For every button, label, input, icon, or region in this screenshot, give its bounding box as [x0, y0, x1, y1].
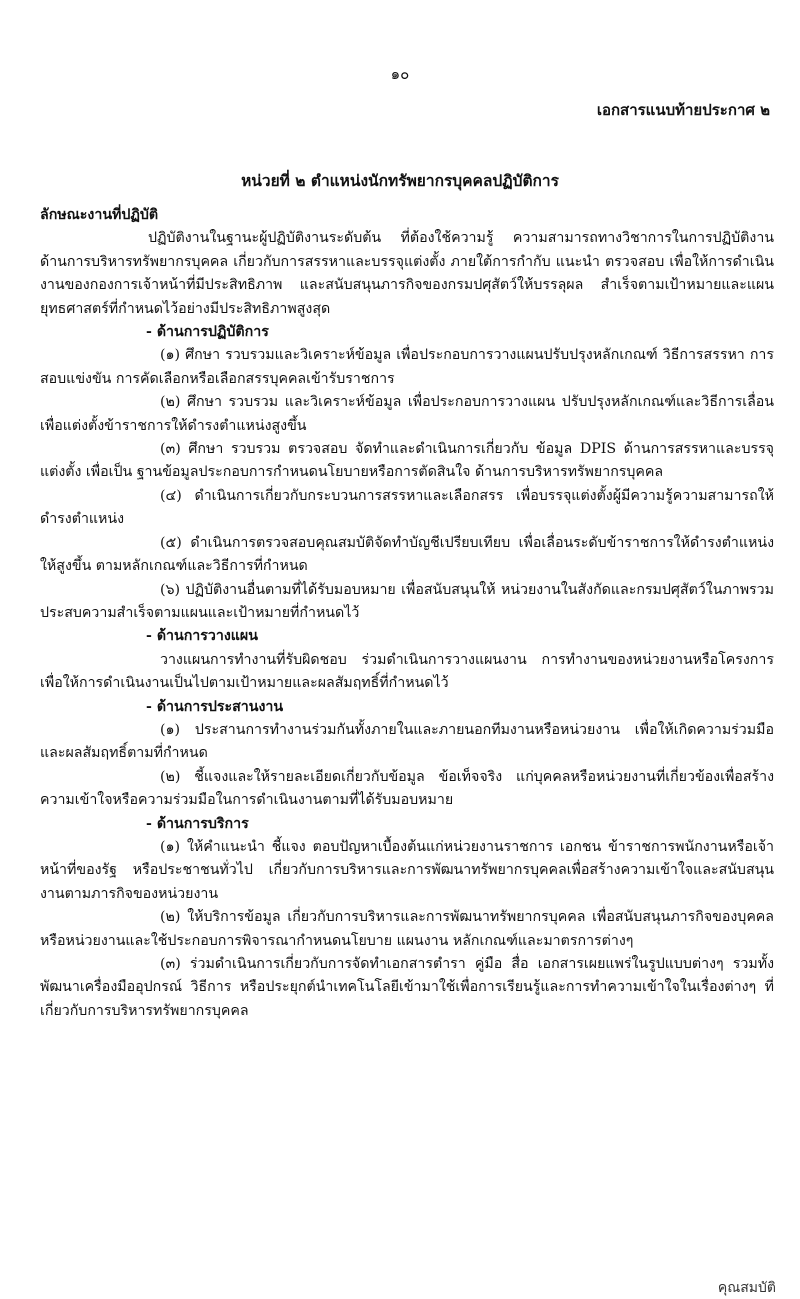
operations-item: (๓) ศึกษา รวบรวม ตรวจสอบ จัดทำและดำเนินการเกี่ยวกับ ข้อมูล DPIS ด้านการสรรหาและบรรจุแต่งตั้ง เพื่อเป็น ฐานข้อมูลประกอบการกำหนดนโยบายหรือการตัดสินใจ ด้านการบริหารทรัพยากรบุคคล	[40, 441, 774, 481]
coordination-item: (๑) ประสานการทำงานร่วมกันทั้งภายในและภายนอกทีมงานหรือหน่วยงาน เพื่อให้เกิดความร่วมมือและผลสัมฤทธิ์ตามที่กำหนด	[40, 721, 774, 762]
page-number: ๑๐	[390, 65, 410, 83]
coordination-item: (๒) ชี้แจงและให้รายละเอียดเกี่ยวกับข้อมูล ข้อเท็จจริง แก่บุคคลหรือหน่วยงานที่เกี่ยวข้องเพื่อสร้างความเข้าใจหรือความร่วมมือในการดำเนินงานตามที่ได้รับมอบหมาย	[40, 768, 774, 809]
attachment-reference: เอกสารแนบท้ายประกาศ ๒	[596, 101, 770, 119]
operations-item: (๒) ศึกษา รวบรวม และวิเคราะห์ข้อมูล เพื่อประกอบการวางแผน ปรับปรุงหลักเกณฑ์และวิธีการเลื่อนเพื่อแต่งตั้งข้าราชการให้ดำรงตำแหน่งสูงขึ้น	[40, 394, 774, 434]
service-item: (๓) ร่วมดำเนินการเกี่ยวกับการจัดทำเอกสารตำรา คู่มือ สื่อ เอกสารเผยแพร่ในรูปแบบต่างๆ รวมทั้งพัฒนาเครื่องมืออุปกรณ์ วิธีการ หรือประยุกต์นำเทคโนโลยีเข้ามาใช้เพื่อการเรียนรู้และการทำความเข้าใจในเรื่องต่างๆ ที่เกี่ยวกับการบริหารทรัพยากรบุคคล	[40, 956, 774, 1019]
operations-heading: - ด้านการปฏิบัติการ	[146, 324, 269, 341]
operations-item: (๕) ดำเนินการตรวจสอบคุณสมบัติจัดทำบัญชีเปรียบเทียบ เพื่อเลื่อนระดับข้าราชการให้ดำรงตำแหน่งให้สูงขึ้น ตามหลักเกณฑ์และวิธีการที่กำหนด	[40, 534, 774, 575]
operations-item: (๖) ปฏิบัติงานอื่นตามที่ได้รับมอบหมาย เพื่อสนับสนุนให้ หน่วยงานในสังกัดและกรมปศุสัตว์ในภาพรวมประสบความสำเร็จตามแผนและเป้าหมายที่กำหนดไว้	[40, 581, 774, 621]
service-item: (๑) ให้คำแนะนำ ชี้แจง ตอบปัญหาเบื้องต้นแก่หน่วยงานราชการ เอกชน ข้าราชการพนักงานหรือเจ้าหน้าที่ของรัฐ หรือประชาชนทั่วไป เกี่ยวกับการบริหารและการพัฒนาทรัพยากรบุคคลเพื่อสร้างความเข้าใจและสนับสนุนงานตามภารกิจของหน่วยงาน	[40, 838, 774, 902]
planning-paragraph: วางแผนการทำงานที่รับผิดชอบ ร่วมดำเนินการวางแผนงาน การทำงานของหน่วยงานหรือโครงการ เพื่อให้การดำเนินงานเป็นไปตามเป้าหมายและผลสัมฤทธิ์ที่กำหนดไว้	[40, 651, 774, 692]
service-item: (๒) ให้บริการข้อมูล เกี่ยวกับการบริหารและการพัฒนาทรัพยากรบุคคล เพื่อสนับสนุนภารกิจของบุคคลหรือหน่วยงานและใช้ประกอบการพิจารณากำหนดนโยบาย แผนงาน หลักเกณฑ์และมาตรการต่างๆ	[40, 909, 774, 949]
section-heading: ลักษณะงานที่ปฏิบัติ	[40, 207, 159, 223]
document-title: หน่วยที่ ๒ ตำแหน่งนักทรัพยากรบุคคลปฏิบัติการ	[241, 171, 559, 190]
intro-paragraph: ปฏิบัติงานในฐานะผู้ปฏิบัติงานระดับต้น ที่ต้องใช้ความรู้ ความสามารถทางวิชาการในการปฏิบัติงาน ด้านการบริหารทรัพยากรบุคคล เกี่ยวกับการสรรหาและบรรจุแต่งตั้ง ภายใต้การกำกับ แนะนำ ตรวจสอบ เพื่อให้การดำเนินงานของกองการเจ้าหน้าที่มีประสิทธิภาพ และสนับสนุนภารกิจของกรมปศุสัตว์ให้บรรลุผล สำเร็จตามเป้าหมายและแผนยุทธศาสตร์ที่กำหนดไว้อย่างมีประสิทธิภาพสูงสุด	[40, 230, 774, 317]
operations-item: (๔) ดำเนินการเกี่ยวกับกระบวนการสรรหาและเลือกสรร เพื่อบรรจุแต่งตั้งผู้มีความรู้ความสามารถให้ดำรงตำแหน่ง	[40, 487, 774, 528]
next-page-catchword: คุณสมบัติ	[717, 1280, 776, 1296]
planning-heading: - ด้านการวางแผน	[146, 628, 258, 645]
service-heading: - ด้านการบริการ	[146, 815, 249, 832]
coordination-heading: - ด้านการประสานงาน	[146, 698, 284, 715]
operations-item: (๑) ศึกษา รวบรวมและวิเคราะห์ข้อมูล เพื่อประกอบการวางแผนปรับปรุงหลักเกณฑ์ วิธีการสรรหา การสอบแข่งขัน การคัดเลือกหรือเลือกสรรบุคคลเข้ารับราชการ	[40, 347, 774, 387]
document-body	[40, 204, 774, 1023]
